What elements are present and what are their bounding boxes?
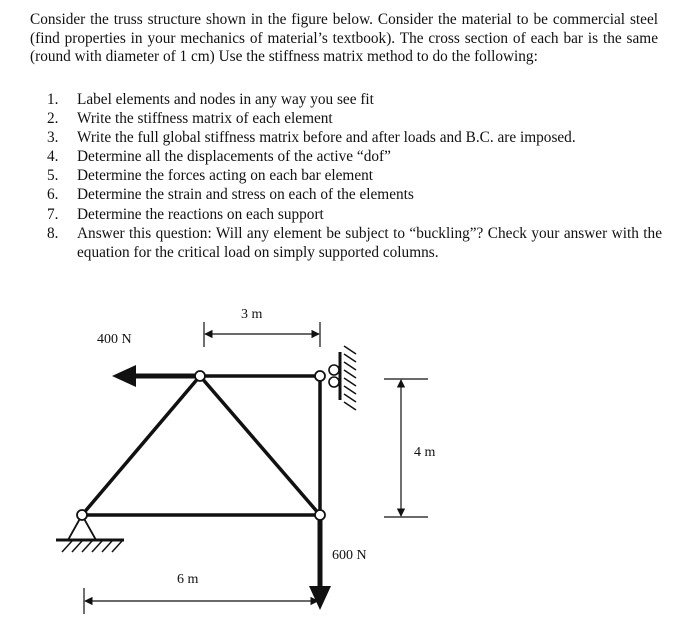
node-bottom-left <box>77 510 87 520</box>
truss-nodes <box>77 371 325 520</box>
node-bottom-right <box>315 510 325 520</box>
task-item: 2. Write the stiffness matrix of each element <box>47 110 333 128</box>
load-horizontal-label: 400 N <box>97 332 132 347</box>
task-item: 8. Answer this question: Will any element be subject to “buckling”? Check your answer with the equation for the critical load on simply supported columns. <box>47 224 662 261</box>
task-item: 4. Determine all the displacements of the active “dof” <box>47 148 391 166</box>
member-left-diagonal <box>82 376 200 515</box>
dimension-right-label: 4 m <box>414 445 436 460</box>
task-item: 1. Label elements and nodes in any way you see fit <box>47 91 374 108</box>
node-top-left <box>195 371 205 381</box>
pin-support <box>56 515 124 552</box>
dimension-top-label: 3 m <box>241 307 263 322</box>
load-vertical-label: 600 N <box>332 548 367 563</box>
roller-support <box>329 346 356 410</box>
problem-intro: Consider the truss structure shown in the figure below. Consider the material to be commercial steel (find properties in your mechanics of material’s textbook). The cross section of each bar is the same (round with diameter of 1 cm) Use the stiffness matrix method to do the following: <box>30 11 658 66</box>
task-item: 6. Determine the strain and stress on each of the elements <box>47 186 414 204</box>
dimension-bottom <box>84 588 318 614</box>
load-arrow-vertical <box>309 515 331 610</box>
dimension-bottom-label: 6 m <box>177 572 199 587</box>
dimension-top <box>204 322 320 347</box>
member-center-diagonal <box>200 376 320 515</box>
task-item: 3. Write the full global stiffness matrix before and after loads and B.C. are imposed. <box>47 129 576 147</box>
load-arrow-horizontal <box>112 365 200 387</box>
task-item: 7. Determine the reactions on each support <box>47 205 324 223</box>
truss-members <box>82 376 320 515</box>
node-top-right <box>315 371 325 381</box>
task-item: 5. Determine the forces acting on each bar element <box>47 167 374 185</box>
